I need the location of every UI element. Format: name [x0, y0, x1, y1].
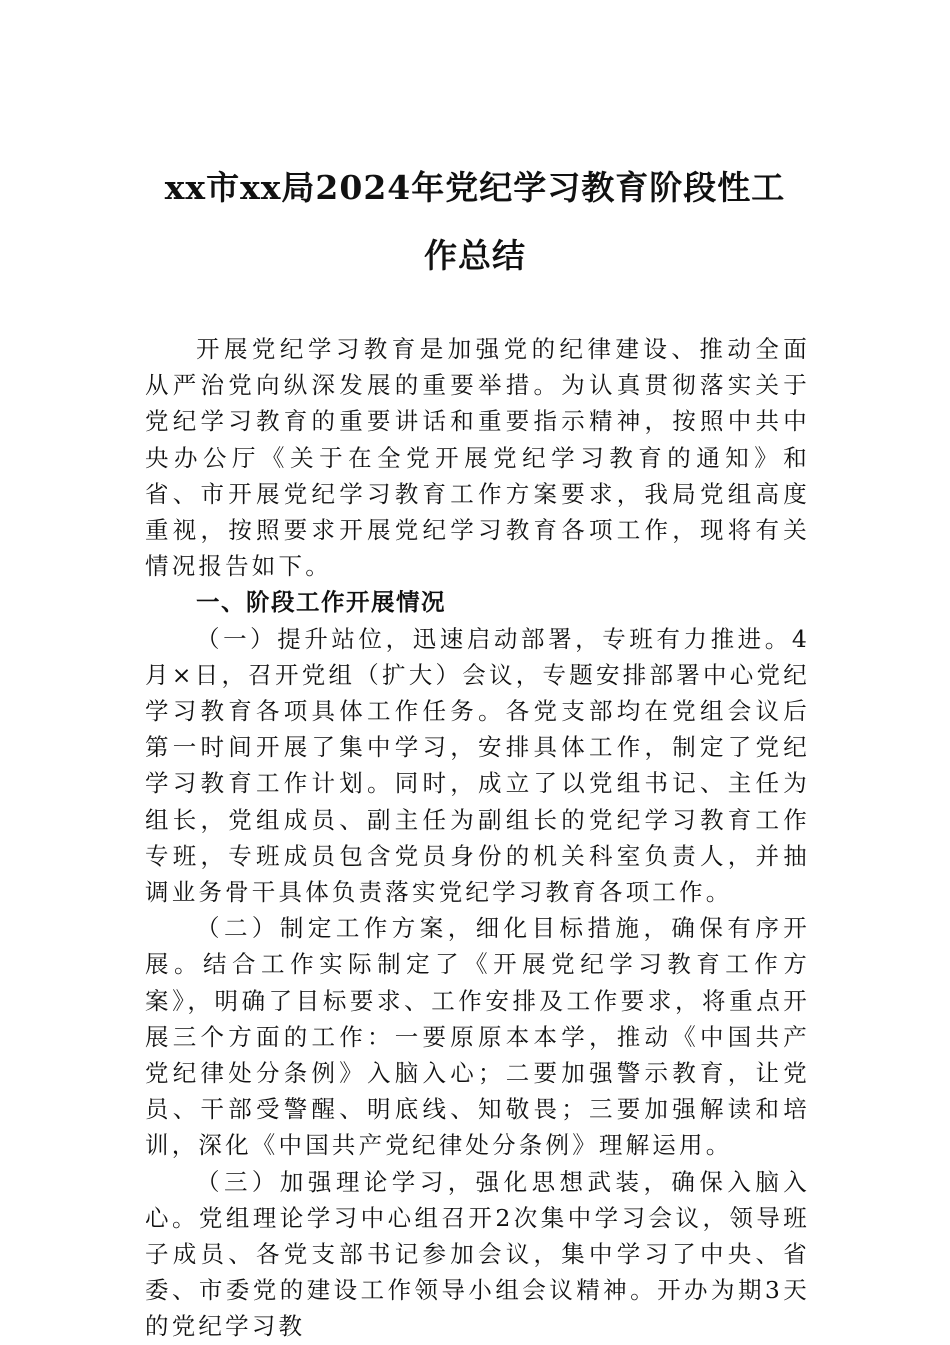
intro-paragraph: 开展党纪学习教育是加强党的纪律建设、推动全面从严治党向纵深发展的重要举措。为认真贯彻落实关于党纪学习教育的重要讲话和重要指示精神，按照中共中央办公厅《关于在全党开展党纪学习教育的通知》和省、市开展党纪学习教育工作方案要求，我局党组高度重视，按照要求开展党纪学习教育各项工作，现将有关情况报告如下。	[145, 335, 810, 581]
document-title-line-1: xx市xx局2024年党纪学习教育阶段性工	[164, 168, 786, 207]
item-paragraph-1: （一）提升站位，迅速启动部署，专班有力推进。4月×日，召开党组（扩大）会议，专题安排部署中心党纪学习教育各项具体工作任务。各党支部均在党组会议后第一时间开展了集中学习，安排具体工作，制定了党纪学习教育工作计划。同时，成立了以党组书记、主任为组长，党组成员、副主任为副组长的党纪学习教育工作专班，专班成员包含党员身份的机关科室负责人，并抽调业务骨干具体负责落实党纪学习教育各项工作。	[145, 624, 810, 907]
section-heading: 一、阶段工作开展情况	[196, 588, 446, 617]
document-body	[145, 331, 810, 1345]
item-paragraph-3: （三）加强理论学习，强化思想武装，确保入脑入心。党组理论学习中心组召开2次集中学习会议，领导班子成员、各党支部书记参加会议，集中学习了中央、省委、市委党的建设工作领导小组会议精神。开办为期3天的党纪学习教	[145, 1167, 810, 1341]
document-title-line-2: 作总结	[424, 236, 526, 275]
item-paragraph-2: （二）制定工作方案，细化目标措施，确保有序开展。结合工作实际制定了《开展党纪学习教育工作方案》，明确了目标要求、工作安排及工作要求，将重点开展三个方面的工作：一要原原本本学，推动《中国共产党纪律处分条例》入脑入心；二要加强警示教育，让党员、干部受警醒、明底线、知敬畏；三要加强解读和培训，深化《中国共产党纪律处分条例》理解运用。	[145, 914, 810, 1160]
